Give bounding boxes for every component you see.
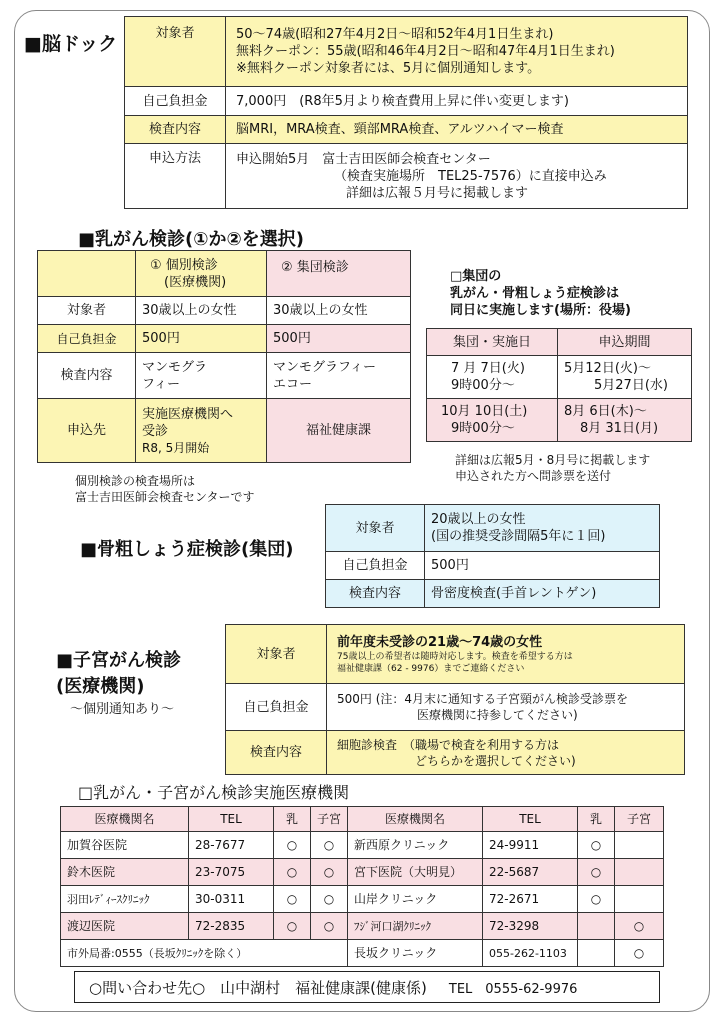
bone-fee: 500円	[425, 552, 660, 580]
breast-exam-2: マンモグラフィー	[273, 359, 376, 375]
group-note-line: 詳細は広報5月・8月号に掲載します	[455, 453, 651, 467]
brain-fee: 7,000円 (R8年5月より検査費用上昇に伴い変更します)	[226, 87, 688, 116]
breast-exam-2: エコー	[273, 376, 313, 392]
group-note	[455, 452, 650, 484]
group-table	[426, 328, 692, 442]
bone-target-line: (国の推奨受診間隔5年に１回)	[431, 529, 606, 544]
inst-uterus-mark: ○	[311, 886, 348, 913]
uterus-table	[225, 624, 685, 775]
table-row	[61, 913, 664, 940]
uterus-fee-line: 500円 (注：4月末に通知する子宮頸がん検診受診票を	[337, 692, 629, 706]
breast-heading: ■乳がん検診(①か②を選択)	[78, 229, 304, 250]
inst-header: 乳	[274, 807, 311, 832]
uterus-heading-line: (医療機関)	[56, 676, 145, 697]
breast-label-apply: 申込先	[38, 399, 136, 463]
inst-tel: 72-2835	[189, 913, 274, 940]
group-period-start: 8月 6日(木)〜	[564, 404, 647, 419]
uterus-heading-line: ■子宮がん検診	[56, 650, 182, 671]
breast-col1-sub: (医療機関)	[164, 274, 227, 290]
uterus-target-note: 福祉健康課（62 - 9976）までご連絡ください	[337, 663, 525, 674]
breast-note	[75, 473, 255, 505]
inst-uterus-mark: ○	[311, 913, 348, 940]
table-row	[61, 859, 664, 886]
breast-fee-2: 500円	[267, 325, 411, 353]
uterus-exam-line: 細胞診検査 （職場で検査を利用する方は	[337, 737, 560, 752]
breast-exam-1: マンモグラ	[142, 359, 208, 375]
inst-breast-mark: ○	[578, 859, 615, 886]
breast-col1-header: ① 個別検診	[150, 257, 218, 273]
group-time: 9時00分〜	[451, 421, 515, 436]
group-period-end: 8月 31日(月)	[580, 421, 659, 436]
inst-header: 乳	[578, 807, 615, 832]
breast-table	[37, 250, 411, 463]
inst-tel: 22-5687	[483, 859, 578, 886]
contact-label: ○問い合わせ先○ 山中湖村 福祉健康課(健康係)	[89, 978, 427, 997]
breast-apply-2: 福祉健康課	[267, 399, 411, 463]
uterus-target-main: 前年度未受診の21歳〜74歳の女性	[337, 634, 543, 650]
inst-tel: 30-0311	[189, 886, 274, 913]
inst-header: 医療機関名	[348, 807, 483, 832]
bone-exam: 骨密度検査(手首レントゲン)	[425, 580, 660, 608]
bone-table	[325, 504, 660, 608]
uterus-target-note: 75歳以上の希望者は随時対応します。検査を希望する方は	[337, 651, 573, 662]
institutions-table	[60, 806, 664, 967]
breast-exam-1: フィー	[142, 376, 180, 392]
group-period-start: 5月12日(火)〜	[564, 361, 651, 376]
inst-name: 宮下医院（大明見）	[348, 859, 483, 886]
inst-header: 子宮	[615, 807, 664, 832]
area-code-note: 市外局番:0555（長坂ｸﾘﾆｯｸを除く）	[61, 940, 348, 967]
group-note-line: 申込された方へ問診票を送付	[455, 469, 612, 483]
breast-label-exam: 検査内容	[38, 353, 136, 399]
inst-header: 医療機関名	[61, 807, 189, 832]
inst-uterus-mark: ○	[311, 859, 348, 886]
brain-apply-line: （検査実施場所 TEL25-7576）に直接申込み	[334, 168, 607, 184]
breast-label-fee: 自己負担金	[38, 325, 136, 353]
inst-name: 長坂クリニック	[348, 940, 483, 967]
brain-target-line: 50〜74歳(昭和27年4月2日〜昭和52年4月1日生まれ)	[236, 27, 554, 42]
inst-name: 渡辺医院	[61, 913, 189, 940]
brain-target-line: ※無料クーポン対象者には、5月に個別通知します。	[236, 61, 541, 76]
brain-label-exam: 検査内容	[125, 116, 226, 144]
group-date: 10月 10日(土)	[441, 404, 528, 419]
brain-label-fee: 自己負担金	[125, 87, 226, 116]
bone-label-fee: 自己負担金	[326, 552, 425, 580]
group-title	[450, 268, 631, 319]
bone-target-line: 20歳以上の女性	[431, 512, 526, 527]
table-row	[61, 832, 664, 859]
inst-tel: 28-7677	[189, 832, 274, 859]
breast-apply-1: 受診	[142, 423, 169, 439]
inst-uterus-mark	[615, 832, 664, 859]
brain-heading: ■脳ドック	[24, 33, 118, 55]
uterus-label-target: 対象者	[226, 625, 327, 684]
breast-note-line: 個別検診の検査場所は	[75, 474, 196, 488]
breast-target-2: 30歳以上の女性	[267, 297, 411, 325]
breast-apply-1: R8, 5月開始	[142, 440, 210, 455]
brain-apply-line: 申込開始5月 富士吉田医師会検査センター	[236, 151, 491, 167]
inst-uterus-mark: ○	[311, 832, 348, 859]
inst-breast-mark: ○	[274, 886, 311, 913]
group-time: 9時00分〜	[451, 378, 515, 393]
group-date: 7 月 7日(火)	[451, 361, 525, 376]
uterus-label-exam: 検査内容	[226, 731, 327, 775]
uterus-exam-line: どちらかを選択してください)	[415, 753, 576, 768]
inst-uterus-mark: ○	[615, 913, 664, 940]
bone-label-target: 対象者	[326, 505, 425, 552]
group-period-end: 5月27日(水)	[594, 378, 668, 393]
inst-breast-mark	[578, 913, 615, 940]
breast-note-line: 富士吉田医師会検査センターです	[75, 490, 255, 504]
inst-tel: 055-262-1103	[483, 940, 578, 967]
inst-breast-mark: ○	[274, 832, 311, 859]
inst-header: TEL	[189, 807, 274, 832]
brain-table	[124, 16, 688, 209]
inst-uterus-mark	[615, 886, 664, 913]
inst-name: ﾌｼﾞ河口湖ｸﾘﾆｯｸ	[348, 913, 483, 940]
brain-exam: 脳MRI，MRA検査、頸部MRA検査、アルツハイマー検査	[226, 116, 688, 144]
bone-heading: ■骨粗しょう症検診(集団)	[80, 539, 294, 560]
inst-uterus-mark	[615, 859, 664, 886]
breast-corner-cell	[38, 251, 136, 297]
breast-label-target: 対象者	[38, 297, 136, 325]
inst-name: 新西原クリニック	[348, 832, 483, 859]
bone-label-exam: 検査内容	[326, 580, 425, 608]
table-row	[61, 886, 664, 913]
inst-breast-mark: ○	[274, 859, 311, 886]
table-row	[61, 940, 664, 967]
breast-fee-1: 500円	[136, 325, 267, 353]
brain-apply-line: 詳細は広報５月号に掲載します	[346, 185, 529, 201]
breast-col2-header: ② 集団検診	[267, 251, 411, 297]
breast-apply-1: 実施医療機関へ	[142, 406, 234, 422]
inst-breast-mark: ○	[274, 913, 311, 940]
inst-uterus-mark: ○	[615, 940, 664, 967]
inst-header: TEL	[483, 807, 578, 832]
inst-name: 山岸クリニック	[348, 886, 483, 913]
inst-tel: 72-2671	[483, 886, 578, 913]
inst-name: 鈴木医院	[61, 859, 189, 886]
brain-label-apply: 申込方法	[125, 144, 226, 209]
breast-target-1: 30歳以上の女性	[136, 297, 267, 325]
inst-tel: 24-9911	[483, 832, 578, 859]
uterus-heading	[56, 648, 181, 700]
uterus-fee-line: 医療機関に持参してください)	[417, 708, 578, 722]
uterus-label-fee: 自己負担金	[226, 684, 327, 731]
group-title-line: □集団の	[450, 269, 502, 284]
group-title-line: 乳がん・骨粗しょう症検診は	[450, 286, 620, 301]
group-header-period: 申込期間	[558, 329, 692, 356]
inst-breast-mark	[578, 940, 615, 967]
inst-header: 子宮	[311, 807, 348, 832]
inst-name: 加賀谷医院	[61, 832, 189, 859]
uterus-sub: 〜個別通知あり〜	[70, 702, 175, 717]
inst-tel: 23-7075	[189, 859, 274, 886]
brain-target-line: 無料クーポン：55歳(昭和46年4月2日〜昭和47年4月1日生まれ)	[236, 44, 615, 59]
contact-tel: TEL 0555-62-9976	[448, 981, 578, 997]
inst-tel: 72-3298	[483, 913, 578, 940]
contact-box	[74, 971, 660, 1003]
group-header-date: 集団・実施日	[427, 329, 558, 356]
inst-breast-mark: ○	[578, 886, 615, 913]
brain-label-target: 対象者	[125, 17, 226, 87]
group-title-line: 同日に実施します(場所：役場)	[450, 303, 631, 318]
inst-breast-mark: ○	[578, 832, 615, 859]
institutions-title: □乳がん・子宮がん検診実施医療機関	[78, 783, 350, 802]
inst-name: 羽田ﾚﾃﾞｨｰｽｸﾘﾆｯｸ	[61, 886, 189, 913]
